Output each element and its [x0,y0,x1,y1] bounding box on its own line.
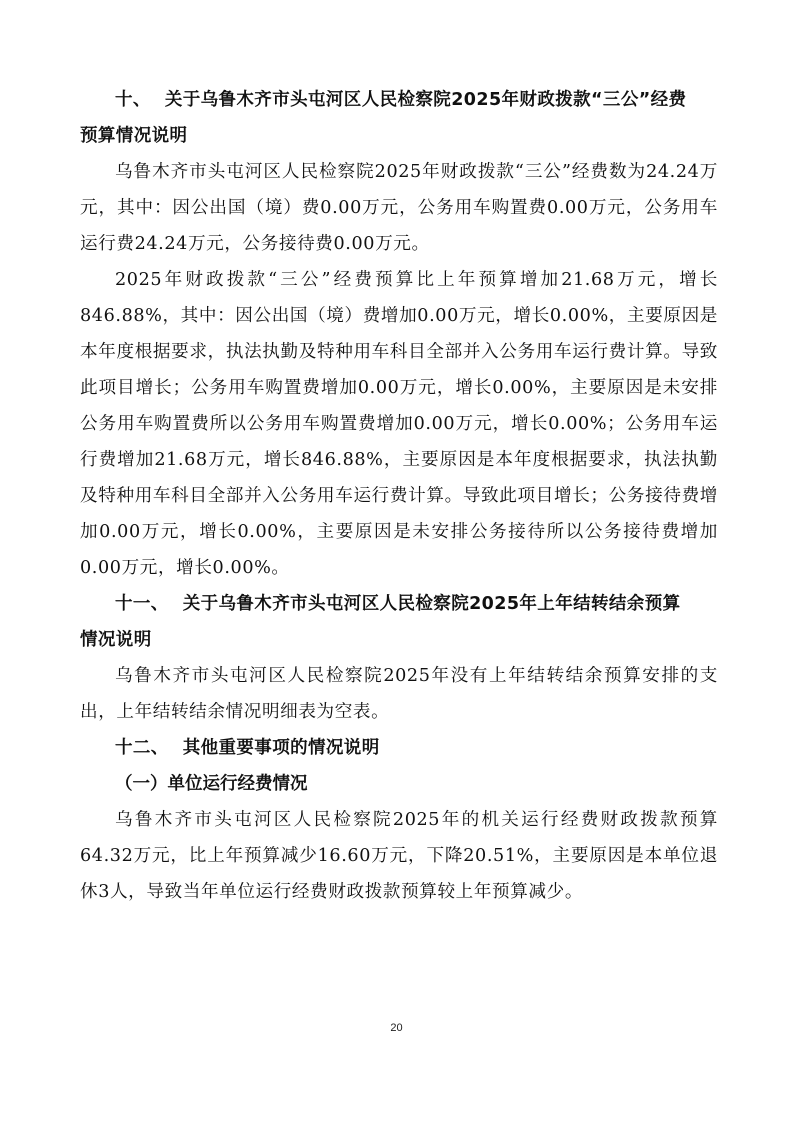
section-11-heading [80,586,718,658]
section-11-number: 十一、 [115,594,169,614]
section-12-heading [80,730,718,766]
section-11-title-line2: 情况说明 [80,630,152,650]
section-10-paragraph-1: 乌鲁木齐市头屯河区人民检察院2025年财政拨款“三公”经费数为24.24万元，其中：因公出国（境）费0.00万元，公务用车购置费0.00万元，公务用车运行费24.24万元，公务接待费0.00万元。 [80,162,718,254]
section-10-paragraph-2: 2025年财政拨款“三公”经费预算比上年预算增加21.68万元，增长846.88%，其中：因公出国（境）费增加0.00万元，增长0.00%，主要原因是本年度根据要求，执法执勤及特种用车科目全部并入公务用车运行费计算。导致此项目增长；公务用车购置费增加0.00万元，增长0.00%，主要原因是未安排公务用车购置费所以公务用车购置费增加0.00万元，增长0.00%；公务用车运行费增加21.68万元，增长846.88%，主要原因是本年度根据要求，执法执勤及特种用车科目全部并入公务用车运行费计算。导致此项目增长；公务接待费增加0.00万元，增长0.00%，主要原因是未安排公务接待所以公务接待费增加0.00万元，增长0.00%。 [80,270,718,578]
section-11-paragraph-1: 乌鲁木齐市头屯河区人民检察院2025年没有上年结转结余预算安排的支出，上年结转结余情况明细表为空表。 [80,666,718,722]
section-12-title: 其他重要事项的情况说明 [182,738,380,758]
page-number: 20 [390,1022,403,1034]
section-12-number: 十二、 [115,738,169,758]
section-12-paragraph-1: 乌鲁木齐市头屯河区人民检察院2025年的机关运行经费财政拨款预算64.32万元，比上年预算减少16.60万元，下降20.51%，主要原因是本单位退休3人，导致当年单位运行经费财政拨款预算较上年预算减少。 [80,810,718,902]
section-10-title-line1: 关于乌鲁木齐市头屯河区人民检察院2025年财政拨款“三公”经费 [164,90,687,110]
section-10-number: 十、 [115,90,151,110]
section-12-subheading-1: （一）单位运行经费情况 [115,774,308,794]
section-10-heading [80,82,718,154]
page-content [80,82,718,910]
section-11-title-line1: 关于乌鲁木齐市头屯河区人民检察院2025年上年结转结余预算 [182,594,681,614]
section-10-title-line2: 预算情况说明 [80,126,188,146]
